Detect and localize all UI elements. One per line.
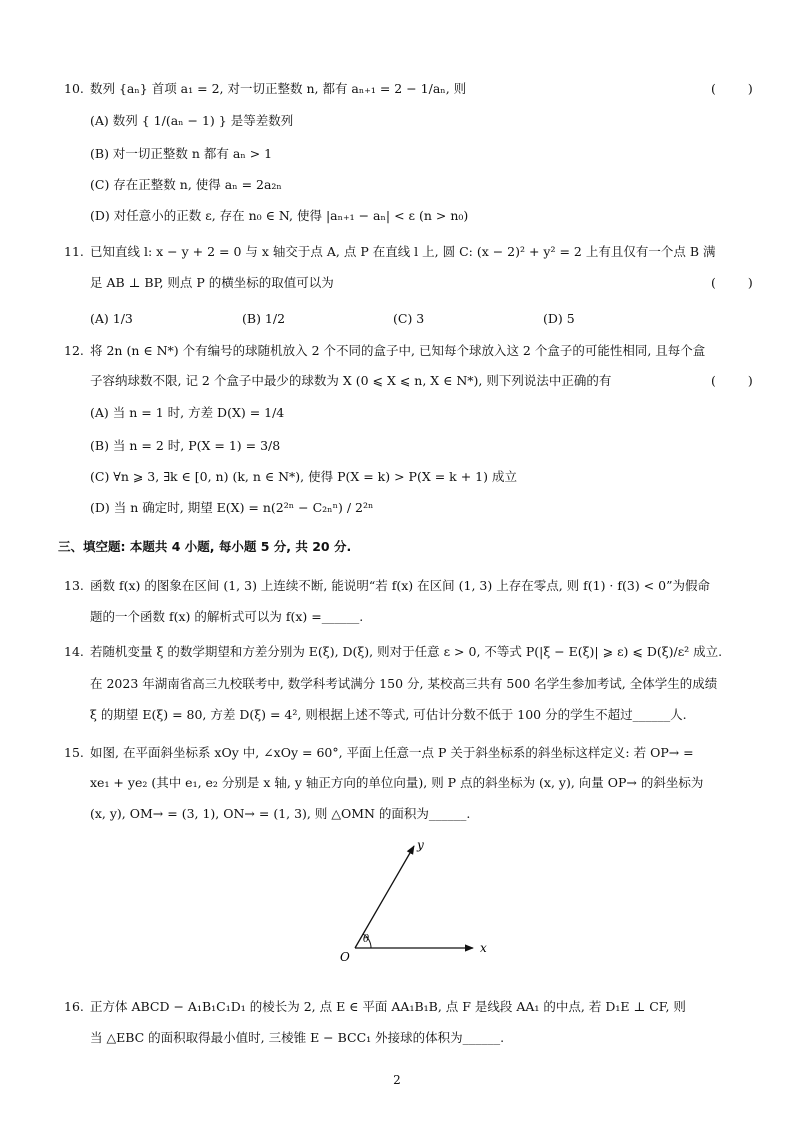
q12-option-c: (C) ∀n ⩾ 3, ∃k ∈ [0, n) (k, n ∈ N*), 使得 P(X = k) > P(X = k + 1) 成立: [90, 469, 517, 484]
origin-label: O: [340, 950, 350, 964]
q11-number: 11.: [64, 244, 84, 259]
q15-line-3: (x, y), OM→ = (3, 1), ON→ = (1, 3), 则 △OMN 的面积为______.: [90, 806, 471, 821]
q11-answer-paren: ( ): [711, 275, 767, 290]
theta-label: θ: [363, 934, 370, 945]
y-axis: [355, 846, 414, 948]
q11-option-c: (C) 3: [393, 311, 425, 326]
q11-line-1: 已知直线 l: x − y + 2 = 0 与 x 轴交于点 A, 点 P 在直线 l 上, 圆 C: (x − 2)² + y² = 2 上有且仅有一个点 B 满: [90, 244, 716, 259]
page-number: 2: [393, 1073, 401, 1087]
q10-option-c: (C) 存在正整数 n, 使得 aₙ = 2a₂ₙ: [90, 177, 282, 192]
q13-line-2: 题的一个函数 f(x) 的解析式可以为 f(x) =______.: [90, 609, 364, 624]
x-axis-label: x: [480, 941, 487, 955]
q12-number: 12.: [64, 343, 84, 358]
q15-line-2: xe₁ + ye₂ (其中 e₁, e₂ 分别是 x 轴, y 轴正方向的单位向量), 则 P 点的斜坐标为 (x, y), 向量 OP→ 的斜坐标为: [90, 775, 704, 790]
section-heading: 三、填空题: 本题共 4 小题, 每小题 5 分, 共 20 分.: [58, 539, 352, 554]
q12-answer-paren: ( ): [711, 373, 767, 388]
q10-answer-paren: ( ): [711, 81, 767, 96]
q14-line-2: 在 2023 年湖南省高三九校联考中, 数学科考试满分 150 分, 某校高三共有 500 名学生参加考试, 全体学生的成绩: [90, 676, 718, 691]
y-axis-label: y: [417, 838, 424, 852]
q11-option-d: (D) 5: [543, 311, 575, 326]
q12-line-1: 将 2n (n ∈ N*) 个有编号的球随机放入 2 个不同的盒子中, 已知每个球放入这 2 个盒子的可能性相同, 且每个盒: [90, 343, 706, 358]
q15-line-1: 如图, 在平面斜坐标系 xOy 中, ∠xOy = 60°, 平面上任意一点 P 关于斜坐标系的斜坐标这样定义: 若 OP→ =: [90, 745, 694, 760]
q13-number: 13.: [64, 578, 84, 593]
q10-number: 10.: [64, 81, 84, 96]
q14-number: 14.: [64, 644, 84, 659]
q12-line-2: 子容纳球数不限, 记 2 个盒子中最少的球数为 X (0 ⩽ X ⩽ n, X ∈ N*), 则下列说法中正确的有: [90, 373, 612, 388]
q14-line-3: ξ 的期望 E(ξ) = 80, 方差 D(ξ) = 4², 则根据上述不等式, 可估计分数不低于 100 分的学生不超过______人.: [90, 707, 687, 722]
q11-option-a: (A) 1/3: [90, 311, 133, 326]
q11-option-b: (B) 1/2: [242, 311, 286, 326]
q15-number: 15.: [64, 745, 84, 760]
q10-option-d: (D) 对任意小的正数 ε, 存在 n₀ ∈ N, 使得 |aₙ₊₁ − aₙ| < ε (n > n₀): [90, 208, 469, 223]
q16-line-1: 正方体 ABCD − A₁B₁C₁D₁ 的棱长为 2, 点 E ∈ 平面 AA₁B₁B, 点 F 是线段 AA₁ 的中点, 若 D₁E ⊥ CF, 则: [90, 999, 686, 1014]
q10-option-a: (A) 数列 { 1/(aₙ − 1) } 是等差数列: [90, 113, 294, 128]
q14-line-1: 若随机变量 ξ 的数学期望和方差分别为 E(ξ), D(ξ), 则对于任意 ε > 0, 不等式 P(|ξ − E(ξ)| ⩾ ε) ⩽ D(ξ)/ε² 成立.: [90, 644, 723, 659]
q10-option-b: (B) 对一切正整数 n 都有 aₙ > 1: [90, 146, 273, 161]
q16-number: 16.: [64, 999, 84, 1014]
q11-line-2: 足 AB ⊥ BP, 则点 P 的横坐标的取值可以为: [90, 275, 334, 290]
q16-line-2: 当 △EBC 的面积取得最小值时, 三棱锥 E − BCC₁ 外接球的体积为______.: [90, 1030, 505, 1045]
q12-option-d: (D) 当 n 确定时, 期望 E(X) = n(2²ⁿ − C₂ₙⁿ) / 2²ⁿ: [90, 500, 374, 515]
q10-stem: 数列 {aₙ} 首项 a₁ = 2, 对一切正整数 n, 都有 aₙ₊₁ = 2 − 1/aₙ, 则: [90, 81, 467, 96]
oblique-coordinate-figure: [330, 834, 500, 969]
q12-option-a: (A) 当 n = 1 时, 方差 D(X) = 1/4: [90, 405, 285, 420]
q13-line-1: 函数 f(x) 的图象在区间 (1, 3) 上连续不断, 能说明“若 f(x) 在区间 (1, 3) 上存在零点, 则 f(1) · f(3) < 0”为假命: [90, 578, 710, 593]
q12-option-b: (B) 当 n = 2 时, P(X = 1) = 3/8: [90, 438, 281, 453]
